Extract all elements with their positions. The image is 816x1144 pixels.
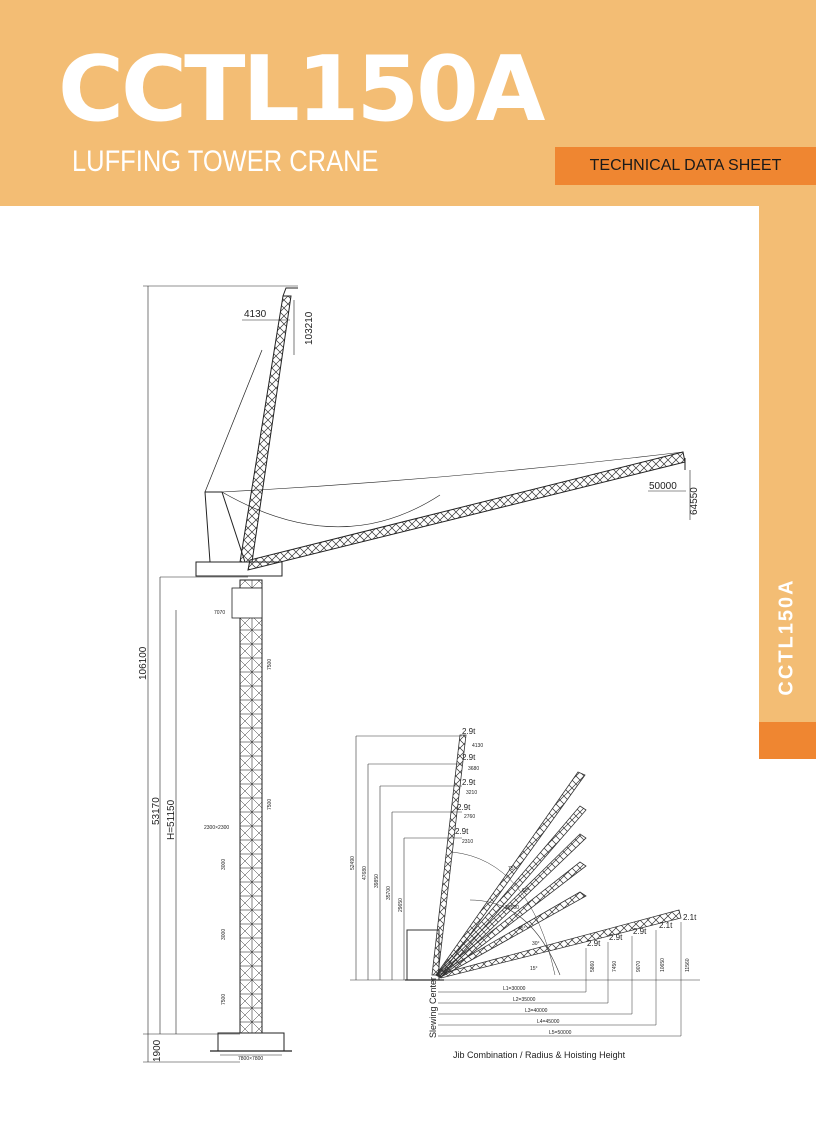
side-model-label: CCTL150A xyxy=(775,578,798,696)
offset-label: 3680 xyxy=(468,766,480,772)
height-label: 39850 xyxy=(374,874,380,888)
jib-length-label: L3=40000 xyxy=(525,1008,548,1014)
angle-label: 45° xyxy=(518,926,526,932)
offset-label: 2760 xyxy=(464,814,476,820)
dim-top-offset: 4130 xyxy=(244,309,267,320)
angle-label: 15° xyxy=(530,966,538,972)
load-label: 2.9t xyxy=(457,803,471,812)
load-label: 2.9t xyxy=(462,753,476,762)
dim-h-value: H=51150 xyxy=(166,799,177,840)
right-height-label: 5860 xyxy=(590,960,596,972)
right-height-label: 7450 xyxy=(612,960,618,972)
load-label: 2.9t xyxy=(609,933,623,942)
dim-small-label: 7500 xyxy=(221,993,227,1005)
load-label: 2.1t xyxy=(683,913,697,922)
dim-small-label: 2300×2300 xyxy=(204,825,230,831)
mast xyxy=(240,580,262,1035)
dim-small-label: 3000 xyxy=(221,858,227,870)
right-height-label: 10650 xyxy=(660,958,666,972)
luffing-jib xyxy=(248,452,685,570)
angle-label: 75° xyxy=(508,866,516,872)
dim-hook-height: 64550 xyxy=(689,487,700,515)
model-title: CCTL150A xyxy=(58,37,543,142)
dim-small-label: 7070 xyxy=(214,610,226,616)
offset-label: 2310 xyxy=(462,839,474,845)
angle-label: 30° xyxy=(532,941,540,947)
crane-base xyxy=(218,1033,284,1051)
load-label: 2.9t xyxy=(462,778,476,787)
dim-radius: 50000 xyxy=(649,481,677,492)
dim-free-height: 53170 xyxy=(151,797,162,825)
offset-label: 3210 xyxy=(466,790,478,796)
vertical-jib xyxy=(240,296,291,562)
slewing-center-label: Slewing Center xyxy=(428,976,438,1038)
load-label: 2.9t xyxy=(455,827,469,836)
height-label: 35700 xyxy=(386,886,392,900)
jib-length-label: L1=30000 xyxy=(503,986,526,992)
right-height-label: 9070 xyxy=(636,960,642,972)
dim-small-label: 3000 xyxy=(221,928,227,940)
jib-length-label: L5=50000 xyxy=(549,1030,572,1036)
dim-small-label: 7500 xyxy=(267,798,273,810)
dim-base: 1900 xyxy=(152,1039,163,1062)
load-label: 2.9t xyxy=(587,939,601,948)
height-label: 29650 xyxy=(398,898,404,912)
height-label: 52490 xyxy=(350,856,356,870)
combo-caption: Jib Combination / Radius & Hoisting Height xyxy=(453,1050,626,1060)
product-subtitle: LUFFING TOWER CRANE xyxy=(72,145,379,178)
jib-length-label: L2=35000 xyxy=(513,997,536,1003)
load-label: 2.9t xyxy=(462,727,476,736)
dim-top-height: 103210 xyxy=(304,311,315,345)
load-label: 2.9t xyxy=(633,927,647,936)
jib-length-label: L4=45000 xyxy=(537,1019,560,1025)
load-label: 2.1t xyxy=(659,921,673,930)
dim-base-width: 7800×7800 xyxy=(238,1056,264,1062)
technical-data-badge: TECHNICAL DATA SHEET xyxy=(555,147,816,185)
angle-label: 60° xyxy=(522,888,530,894)
height-label: 47680 xyxy=(362,866,368,880)
dim-small-label: 7500 xyxy=(267,658,273,670)
inner-dim-label: 28500 xyxy=(505,905,519,911)
right-height-label: 11560 xyxy=(685,958,691,972)
offset-label: 4130 xyxy=(472,743,484,749)
dim-total-height: 106100 xyxy=(138,646,149,680)
